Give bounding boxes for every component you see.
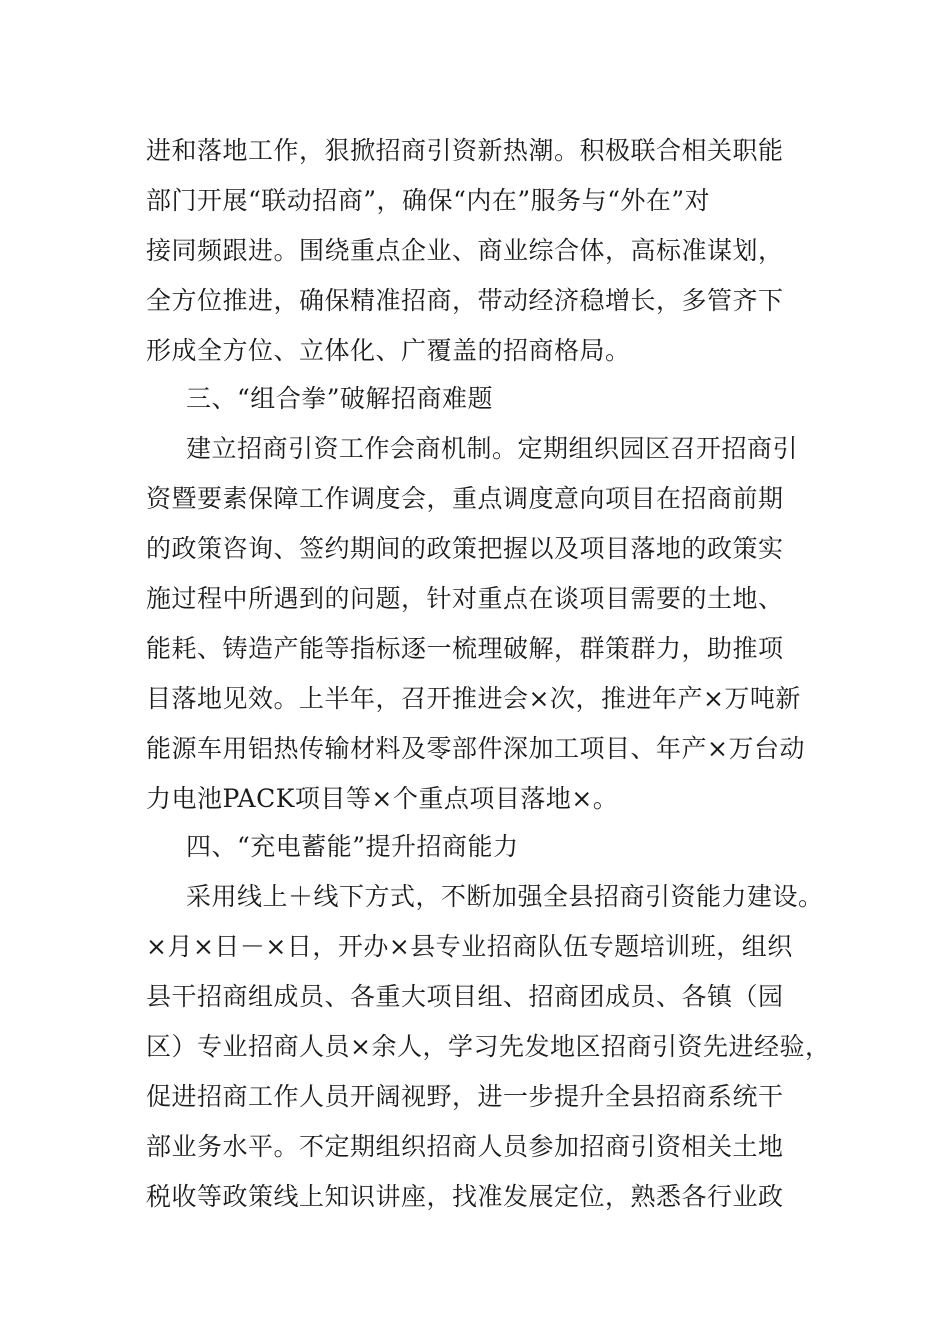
paragraph-line: 的政策咨询、签约期间的政策把握以及项目落地的政策实 bbox=[146, 534, 784, 563]
paragraph-line: 税收等政策线上知识讲座，找准发展定位，熟悉各行业政 bbox=[146, 1182, 784, 1211]
paragraph-line: 接同频跟进。围绕重点企业、商业综合体，高标准谋划， bbox=[146, 236, 784, 265]
paragraph-line: 采用线上＋线下方式，不断加强全县招商引资能力建设。 bbox=[186, 882, 824, 911]
paragraph-line: 目落地见效。上半年，召开推进会×次，推进年产×万吨新 bbox=[146, 684, 801, 713]
section-heading-4: 四、“充电蓄能”提升招商能力 bbox=[186, 832, 519, 861]
paragraph-line: 建立招商引资工作会商机制。定期组织园区召开招商引 bbox=[186, 434, 799, 463]
paragraph-line: 部门开展“联动招商”，确保“内在”服务与“外在”对 bbox=[146, 186, 711, 215]
paragraph-line: 能源车用铝热传输材料及零部件深加工项目、年产×万台动 bbox=[146, 734, 805, 763]
paragraph-line: 部业务水平。不定期组织招商人员参加招商引资相关土地 bbox=[146, 1132, 784, 1161]
paragraph-line: ×月×日－×日，开办×县专业招商队伍专题培训班，组织 bbox=[146, 932, 793, 961]
paragraph-line: 全方位推进，确保精准招商，带动经济稳增长，多管齐下 bbox=[146, 286, 784, 315]
paragraph-line: 能耗、铸造产能等指标逐一梳理破解，群策群力，助推项 bbox=[146, 634, 784, 663]
paragraph-line: 形成全方位、立体化、广覆盖的招商格局。 bbox=[146, 336, 631, 365]
paragraph-line: 进和落地工作，狠掀招商引资新热潮。积极联合相关职能 bbox=[146, 136, 784, 165]
paragraph-line: 县干招商组成员、各重大项目组、招商团成员、各镇（园 bbox=[146, 982, 784, 1011]
paragraph-line: 力电池PACK项目等×个重点项目落地×。 bbox=[146, 784, 619, 813]
section-heading-3: 三、“组合拳”破解招商难题 bbox=[186, 384, 494, 413]
paragraph-line: 促进招商工作人员开阔视野，进一步提升全县招商系统干 bbox=[146, 1082, 784, 1111]
paragraph-line: 区）专业招商人员×余人，学习先发地区招商引资先进经验， bbox=[146, 1032, 831, 1061]
paragraph-line: 资暨要素保障工作调度会，重点调度意向项目在招商前期 bbox=[146, 484, 784, 513]
paragraph-line: 施过程中所遇到的问题，针对重点在谈项目需要的土地、 bbox=[146, 584, 784, 613]
